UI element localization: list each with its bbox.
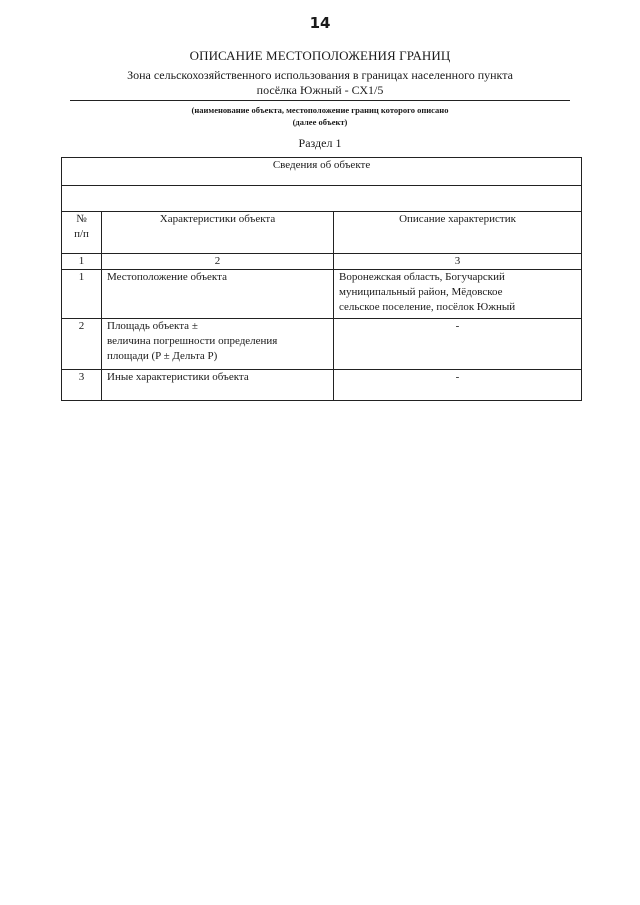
- table-empty-row: [62, 186, 582, 212]
- document-subtitle: [100, 68, 540, 98]
- table-row: [62, 370, 582, 401]
- characteristic-line: величина погрешности определения: [107, 335, 278, 347]
- row-characteristic: Местоположение объекта: [102, 270, 334, 319]
- table-title: Сведения об объекте: [62, 158, 582, 186]
- table-header-row: [62, 212, 582, 254]
- characteristic-line: площади (P ± Дельта P): [107, 350, 218, 362]
- table-empty-cell: [62, 186, 582, 212]
- object-caption: [0, 104, 640, 128]
- header-num-line-2: п/п: [74, 228, 89, 240]
- document-title: ОПИСАНИЕ МЕСТОПОЛОЖЕНИЯ ГРАНИЦ: [189, 48, 451, 63]
- row-description: -: [334, 319, 582, 370]
- object-info-table: [61, 157, 582, 401]
- row-num: 1: [62, 270, 102, 319]
- characteristic-line: Площадь объекта ±: [107, 320, 198, 332]
- header-num-line-1: №: [76, 213, 87, 225]
- description-line: Воронежская область, Богучарский: [339, 271, 505, 283]
- caption-line-1: (наименование объекта, местоположение границ которого описано: [191, 105, 449, 115]
- row-description: [334, 270, 582, 319]
- description-line: сельское поселение, посёлок Южный: [339, 301, 516, 313]
- row-num: 2: [62, 319, 102, 370]
- row-description: -: [334, 370, 582, 401]
- table-row: [62, 319, 582, 370]
- column-numbers-row: [62, 254, 582, 270]
- subtitle-line-2: посёлка Южный - СХ1/5: [256, 83, 384, 97]
- table-title-row: [62, 158, 582, 186]
- column-number: 2: [102, 254, 334, 270]
- subtitle-line-1: Зона сельскохозяйственного использования в границах населенного пункта: [127, 68, 513, 82]
- subtitle-underline: [70, 100, 570, 101]
- header-num: [62, 212, 102, 254]
- header-description: Описание характеристик: [334, 212, 582, 254]
- table-row: [62, 270, 582, 319]
- section-label: Раздел 1: [298, 136, 342, 150]
- description-line: муниципальный район, Мёдовское: [339, 286, 503, 298]
- column-number: 1: [62, 254, 102, 270]
- page-number: 14: [309, 14, 331, 32]
- row-num: 3: [62, 370, 102, 401]
- header-characteristics: Характеристики объекта: [102, 212, 334, 254]
- row-characteristic: Иные характеристики объекта: [102, 370, 334, 401]
- column-number: 3: [334, 254, 582, 270]
- caption-line-2: (далее объект): [292, 117, 348, 127]
- row-characteristic: [102, 319, 334, 370]
